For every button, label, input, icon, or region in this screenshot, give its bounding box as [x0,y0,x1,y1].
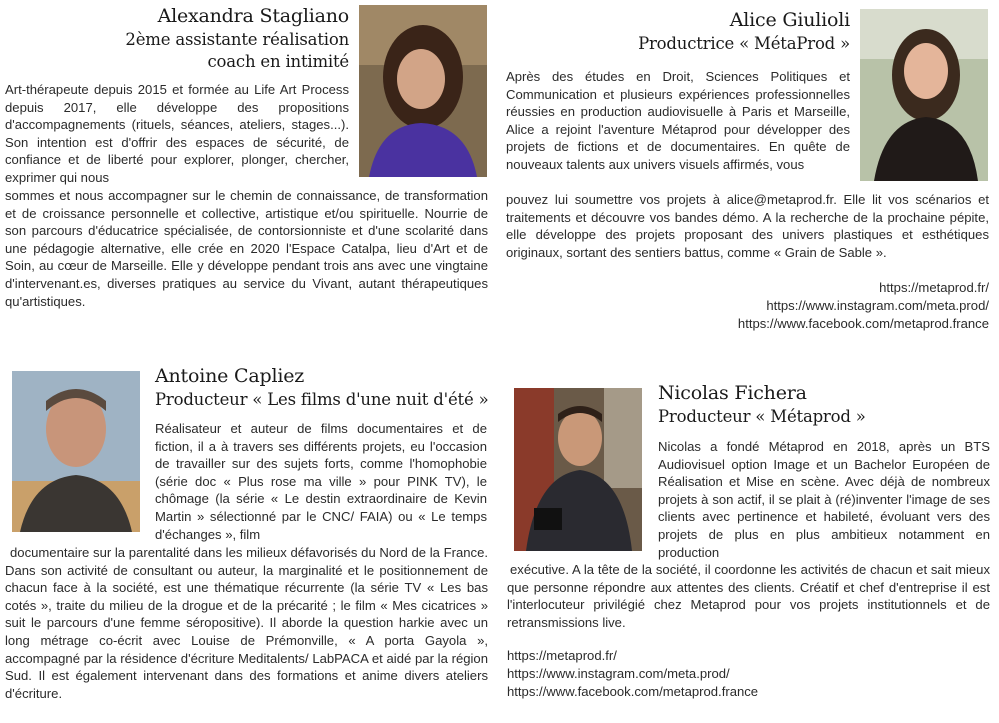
portrait-photo [514,388,642,551]
facebook-link[interactable]: https://www.facebook.com/metaprod.france [737,316,989,331]
profile-role: 2ème assistante réalisation [125,30,349,49]
profile-role: Producteur « Métaprod » [658,407,866,426]
profile-alice [500,0,999,340]
portrait-photo [12,371,140,532]
profile-bio-wrap: Nicolas a fondé Métaprod en 2018, après un BTS Audiovisuel option Image et un Bachelor Européen de Réalisation et Mise en scène. Avec déjà de nombreux projets à son actif, il se plait à (ré)inventer l'image de ses clients avec pertinence et habileté, évoluant vers des projets de plus en plus ambitieux notamment en production [658,439,990,560]
profile-alexandra [0,0,495,340]
profile-bio-wrap: Art-thérapeute depuis 2015 et formée au Life Art Process depuis 2017, elle développe des propositions d'accompagnements (rituels, séances, ateliers, stages...). Son intention est d'offrir des espaces de sécurité, de confiance et de liberté pour explorer, plonger, chercher, exprimer qui nous [5,82,349,185]
instagram-link[interactable]: https://www.instagram.com/meta.prod/ [507,666,730,681]
profile-bio: exécutive. A la tête de la société, il coordonne les activités de chacun et sait mieux que personne répondre aux attentes des clients. Créatif et chef d'entreprise il est l'interlocuteur privilégié chez Metaprod pour vos projets institutionnels et de retransmissions live. [507,562,990,630]
portrait-image [359,5,487,177]
profile-bio: sommes et nous accompagner sur le chemin de connaissance, de transformation et de croissance personnelle et collective, artistique et/ou spirituelle. Nourrie de son parcours d'éducatrice spécialisée, de contorsionniste et d'une scolarité dans une pédagogie alternative, elle crée en 2020 l'Espace Catalpa, lieu d'Art et de Soin, au cœur de Marseille. Elle y développe pendant trois ans avec une vingtaine d'intervenant.es, diverses pratiques au service du Vivant, autant thérapeutiques qu'artistiques. [5,188,488,309]
profile-bio: pouvez lui soumettre vos projets à alice@metaprod.fr. Elle lit vos scénarios et traitements et découvre vos bandes démo. A la recherche de la prochaine pépite, elle développe des projets proposant des univers plastiques et esthétiques originaux, sortant des sentiers battus, comme « Grain de Sable ». [506,192,989,260]
profile-name: Nicolas Fichera [658,382,807,404]
instagram-link[interactable]: https://www.instagram.com/meta.prod/ [766,298,989,313]
profile-bio: documentaire sur la parentalité dans les milieux défavorisés du Nord de la France. Dans son activité de consultant ou auteur, la marginalité et le positionnement de chacun face à la société, est une thématique récurrente (la série TV « Les bas cotés », traite du milieu de la drogue et de la précarité ; le film « Mes cicatrices » suit le parcours d'une femme séropositive). Il aborde la question harkie avec un long métrage co-écrit avec Louise de Prémonville, « A porta Gayola », accompagné par la résidence d'écriture Meditalents/ LabPACA et aidé par la région Sud. Il est également intervenant dans des formations et anime divers ateliers d'écriture. [5,545,488,701]
portrait-photo [359,5,487,177]
profile-links [506,279,989,333]
profile-name: Alexandra Stagliano [157,5,349,27]
website-link[interactable]: https://metaprod.fr/ [879,280,989,295]
portrait-image [860,9,988,181]
profile-links [507,647,990,701]
profile-role: Producteur « Les films d'une nuit d'été » [155,390,489,409]
profile-antoine [0,360,495,723]
profile-bio-wrap: Réalisateur et auteur de films documentaires et de fiction, il a à travers ses différents projets, eu l'occasion de travailler sur des sujets forts, comme l'homophobie (série doc « Plus rose ma ville » pour PINK TV), le chômage (la série « Le destin extraordinaire de Kevin Martin » sélectionné par le CNC/ FAIA) ou « Le temps d'échanges », film [155,421,487,542]
portrait-image [12,371,140,532]
website-link[interactable]: https://metaprod.fr/ [507,648,617,663]
profile-role: Productrice « MétaProd » [638,34,850,53]
profile-role-secondary: coach en intimité [207,52,349,71]
profile-name: Alice Giulioli [729,9,850,31]
profile-bio-wrap: Après des études en Droit, Sciences Politiques et Communication et plusieurs expériences professionnelles réussies en production audiovisuelle à Paris et Marseille, Alice a rejoint l'aventure Métaprod pour développer des projets de fictions et de documentaires. En quête de nouveaux talents aux univers visuels affirmés, vous [506,69,850,172]
portrait-image [514,388,642,551]
facebook-link[interactable]: https://www.facebook.com/metaprod.france [507,684,759,699]
portrait-photo [860,9,988,181]
profile-name: Antoine Capliez [155,365,305,387]
profile-nicolas [500,360,999,723]
